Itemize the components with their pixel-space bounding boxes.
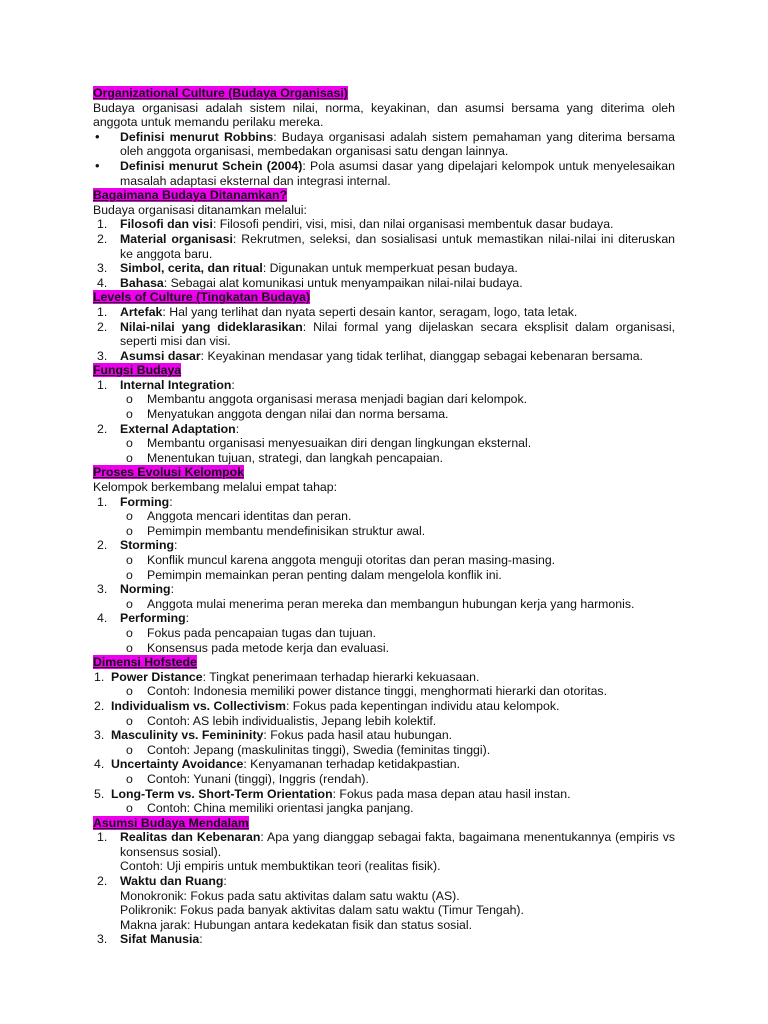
item-number: 3. — [94, 728, 105, 743]
numbered-item — [93, 611, 675, 626]
sub-marker: o — [126, 392, 133, 407]
item-text: : Keyakinan mendasar yang tidak terlihat, dianggap sebagai kebenaran bersama. — [200, 348, 643, 363]
numbered-item — [93, 217, 675, 232]
bullet-marker: • — [95, 128, 100, 144]
item-number: 1. — [97, 217, 108, 232]
item-label: Power Distance — [111, 669, 203, 684]
paragraph: Kelompok berkembang melalui empat tahap: — [93, 480, 338, 495]
sub-item — [93, 392, 675, 407]
item-colon: : — [223, 874, 227, 889]
numbered-item — [93, 874, 675, 889]
item-number: 4. — [97, 611, 108, 626]
item-number: 1. — [97, 494, 108, 509]
item-number: 2. — [97, 538, 108, 553]
sub-text: Anggota mencari identitas dan peran. — [147, 509, 352, 524]
sub-marker: o — [126, 407, 133, 422]
item-colon: : — [231, 377, 235, 392]
sub-marker: o — [126, 801, 133, 816]
numbered-item — [93, 305, 675, 320]
sub-item — [93, 684, 675, 699]
numbered-item — [93, 276, 675, 291]
item-label: Internal Integration — [120, 377, 232, 392]
item-label: Performing — [120, 611, 186, 626]
item-colon: : — [173, 538, 178, 553]
item-text: : Kenyamanan terhadap ketidakpastian. — [243, 757, 461, 772]
item-label: Nilai-nilai yang dideklarasikan — [120, 319, 303, 334]
item-number: 3. — [97, 348, 108, 363]
sub-item — [93, 714, 675, 729]
numbered-item — [93, 728, 675, 743]
paragraph: Budaya organisasi ditanamkan melalui: — [93, 202, 307, 217]
item-text: : Pola asumsi dasar yang dipelajari kelompok untuk menyelesaikan masalah adaptasi eksternal dan integrasi internal. — [120, 158, 675, 188]
sub-marker: o — [126, 509, 133, 524]
sub-marker: o — [126, 713, 133, 728]
sub-marker: o — [126, 640, 133, 655]
section-heading: Dimensi Hofstede — [93, 655, 197, 670]
item-label: Definisi menurut Robbins — [120, 129, 274, 144]
item-label: Uncertainty Avoidance — [111, 757, 244, 772]
section-organizational-culture — [93, 86, 675, 188]
sub-marker: o — [126, 596, 133, 611]
section-heading: Asumsi Budaya Mendalam — [93, 815, 249, 830]
sub-marker: o — [126, 523, 133, 538]
sub-item — [93, 743, 675, 758]
item-text: : Apa yang dianggap sebagai fakta, bagaimana menentukannya (empiris vs konsensus sosial). — [120, 830, 675, 859]
item-number: 1. — [97, 830, 108, 845]
sub-marker: o — [126, 553, 133, 567]
item-text: : Filosofi pendiri, visi, misi, dan nilai organisasi membentuk dasar budaya. — [212, 217, 614, 232]
item-number: 4. — [94, 757, 105, 772]
sub-item — [93, 436, 675, 451]
sub-item — [93, 626, 675, 641]
item-number: 1. — [97, 304, 108, 319]
numbered-item — [93, 232, 675, 261]
item-number: 2. — [97, 319, 108, 334]
bullet-marker: • — [95, 157, 100, 173]
continuation-line: Polikronik: Fokus pada banyak aktivitas dalam satu waktu (Timur Tengah). — [120, 903, 524, 918]
sub-text: Pemimpin membantu mendefinisikan struktur awal. — [147, 523, 426, 538]
sub-item — [93, 451, 675, 466]
sub-text: Contoh: Jepang (maskulinitas tinggi), Swedia (feminitas tinggi). — [147, 742, 491, 757]
numbered-item — [93, 757, 675, 772]
sub-item — [93, 772, 675, 787]
bullet-item — [93, 159, 675, 188]
continuation-line: Contoh: Uji empiris untuk membuktikan teori (realitas fisik). — [120, 859, 441, 874]
numbered-item — [93, 378, 675, 393]
item-colon: : — [199, 932, 203, 947]
section-heading: Levels of Culture (Tingkatan Budaya) — [93, 290, 311, 305]
item-text: : Budaya organisasi adalah sistem pemahaman yang diterima bersama oleh anggota organisasi, membedakan organisasi satu dengan lainnya. — [120, 129, 675, 159]
sub-item — [93, 509, 675, 524]
item-label: Long-Term vs. Short-Term Orientation — [111, 786, 333, 801]
item-number: 2. — [97, 421, 108, 436]
item-colon: : — [169, 494, 173, 509]
sub-text: Menentukan tujuan, strategi, dan langkah pencapaian. — [147, 450, 444, 465]
sub-text: Konsensus pada metode kerja dan evaluasi. — [147, 640, 389, 655]
item-text: : Fokus pada kepentingan individu atau kelompok. — [285, 698, 560, 713]
sub-item — [93, 641, 675, 656]
sub-item — [93, 407, 675, 422]
section-bagaimana-budaya — [93, 188, 675, 290]
continuation-line: Makna jarak: Hubungan antara kedekatan fisik dan status sosial. — [120, 917, 473, 932]
item-number: 2. — [97, 231, 108, 246]
sub-item — [93, 524, 675, 539]
item-label: Asumsi dasar — [120, 348, 201, 363]
item-label: External Adaptation — [120, 421, 236, 436]
document-page — [93, 86, 675, 947]
sub-marker: o — [126, 450, 133, 465]
sub-item — [93, 553, 675, 568]
sub-text: Contoh: Indonesia memiliki power distance tinggi, menghormati hierarki dan otoritas. — [147, 684, 607, 699]
numbered-item — [93, 349, 675, 364]
item-number: 2. — [94, 698, 105, 713]
sub-item — [93, 597, 675, 612]
item-label: Filosofi dan visi — [120, 217, 213, 232]
item-number: 3. — [97, 261, 108, 276]
numbered-item — [93, 538, 675, 553]
sub-text: Membantu anggota organisasi merasa menjadi bagian dari kelompok. — [147, 392, 528, 407]
item-text: : Hal yang terlihat dan nyata seperti desain kantor, seragam, logo, tata letak. — [162, 304, 578, 319]
item-number: 3. — [97, 582, 108, 597]
item-text: : Tingkat penerimaan terhadap hierarki kekuasaan. — [202, 669, 480, 684]
numbered-item — [93, 261, 675, 276]
item-label: Simbol, cerita, dan ritual — [120, 261, 263, 276]
item-number: 2. — [97, 874, 108, 889]
item-label: Realitas dan Kebenaran — [120, 830, 261, 845]
item-text: : Nilai formal yang dijelaskan secara eksplisit dalam organisasi, seperti misi dan visi. — [120, 319, 676, 349]
sub-item — [93, 568, 675, 583]
item-text: : Fokus pada masa depan atau hasil instan. — [332, 786, 571, 801]
item-text: : Rekrutmen, seleksi, dan sosialisasi untuk memastikan nilai-nilai ini diteruskan ke anggota baru. — [120, 231, 675, 261]
section-heading: Organizational Culture (Budaya Organisasi) — [93, 86, 348, 100]
numbered-item — [93, 932, 675, 947]
sub-text: Contoh: AS lebih individualistis, Jepang lebih kolektif. — [147, 713, 437, 728]
paragraph: Budaya organisasi adalah sistem nilai, norma, keyakinan, dan asumsi bersama yang diterima oleh anggota untuk memandu perilaku mereka. — [93, 100, 675, 130]
sub-marker: o — [126, 567, 133, 582]
numbered-item — [93, 830, 675, 859]
item-colon: : — [170, 582, 174, 597]
item-label: Masculinity vs. Femininity — [111, 728, 264, 743]
item-text: : Digunakan untuk memperkuat pesan budaya. — [262, 261, 518, 276]
section-fungsi-budaya — [93, 363, 675, 465]
sub-item — [93, 801, 675, 816]
item-text: : Sebagai alat komunikasi untuk menyampaikan nilai-nilai budaya. — [163, 275, 523, 290]
sub-text: Menyatukan anggota dengan nilai dan norma bersama. — [147, 407, 449, 422]
numbered-item — [93, 670, 675, 685]
numbered-item — [93, 320, 675, 349]
numbered-item — [93, 582, 675, 597]
sub-marker: o — [126, 742, 133, 757]
numbered-item — [93, 787, 675, 802]
item-label: Sifat Manusia — [120, 932, 200, 947]
item-label: Waktu dan Ruang — [120, 874, 224, 889]
sub-marker: o — [126, 684, 133, 699]
bullet-item — [93, 130, 675, 159]
section-heading: Bagaimana Budaya Ditanamkan? — [93, 188, 288, 203]
sub-marker: o — [126, 625, 133, 640]
numbered-item — [93, 422, 675, 437]
item-label: Forming — [120, 494, 170, 509]
item-number: 3. — [97, 932, 108, 947]
sub-text: Contoh: China memiliki orientasi jangka panjang. — [147, 801, 414, 816]
item-label: Artefak — [120, 304, 163, 319]
item-label: Material organisasi — [120, 231, 233, 246]
sub-text: Membantu organisasi menyesuaikan diri dengan lingkungan eksternal. — [147, 436, 532, 451]
sub-text: Anggota mulai menerima peran mereka dan membangun hubungan kerja yang harmonis. — [147, 596, 635, 611]
item-text: : Fokus pada hasil atau hubungan. — [263, 728, 453, 743]
item-label: Individualism vs. Collectivism — [111, 698, 286, 713]
item-colon: : — [185, 611, 190, 626]
item-label: Storming — [120, 538, 174, 553]
item-number: 1. — [94, 669, 105, 684]
item-label: Definisi menurut Schein (2004) — [120, 158, 303, 173]
item-number: 1. — [97, 377, 108, 392]
sub-marker: o — [126, 436, 133, 451]
section-dimensi-hofstede — [93, 655, 675, 816]
item-label: Norming — [120, 582, 171, 597]
section-levels-of-culture — [93, 290, 675, 363]
sub-text: Konflik muncul karena anggota menguji otoritas dan peran masing-masing. — [147, 553, 556, 567]
numbered-item — [93, 495, 675, 510]
item-label: Bahasa — [120, 275, 164, 290]
numbered-item — [93, 699, 675, 714]
item-number: 5. — [94, 786, 105, 801]
sub-text: Contoh: Yunani (tinggi), Inggris (rendah). — [147, 771, 369, 786]
section-asumsi-budaya — [93, 816, 675, 947]
section-heading: Proses Evolusi Kelompok — [93, 465, 245, 480]
sub-text: Fokus pada pencapaian tugas dan tujuan. — [147, 625, 377, 640]
continuation-line: Monokronik: Fokus pada satu aktivitas dalam satu waktu (AS). — [120, 888, 460, 903]
item-colon: : — [235, 421, 240, 436]
section-proses-evolusi — [93, 465, 675, 655]
item-number: 4. — [97, 275, 108, 290]
sub-marker: o — [126, 771, 133, 786]
sub-text: Pemimpin memainkan peran penting dalam mengelola konflik ini. — [147, 567, 502, 582]
section-heading: Fungsi Budaya — [93, 363, 182, 378]
